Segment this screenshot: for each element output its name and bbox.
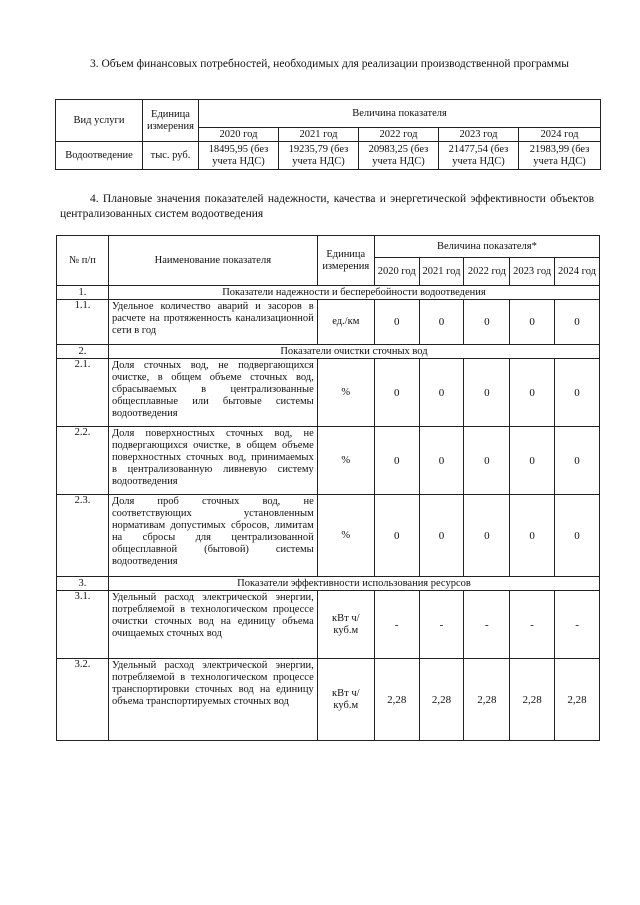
section-4-heading: 4. Плановые значения показателей надежности, качества и энергетической эффективности объектов централизованных систем водоотведения	[60, 193, 594, 220]
value-cell: 21983,99 (без учета НДС)	[519, 142, 601, 170]
row-num: 2.3.	[57, 495, 109, 577]
col-header-unit: Единица измерения	[317, 236, 374, 286]
indicator-name: Удельный расход электрической энергии, потребляемой в технологическом процессе очистки сточных вод на единицу объема очищаемых сточных вод	[108, 591, 317, 659]
section-title: Показатели эффективности использования ресурсов	[108, 577, 599, 591]
unit-cell: тыс. руб.	[143, 142, 199, 170]
unit-cell: %	[317, 495, 374, 577]
value-cell: 0	[510, 495, 555, 577]
year-header: 2023 год	[439, 128, 519, 142]
value-cell: 0	[374, 359, 419, 427]
value-cell: 0	[374, 427, 419, 495]
value-cell: 0	[555, 495, 600, 577]
year-header: 2023 год	[510, 258, 555, 286]
year-header: 2020 год	[374, 258, 419, 286]
section-num: 2.	[57, 345, 109, 359]
section-title: Показатели надежности и бесперебойности водоотведения	[108, 286, 599, 300]
indicator-name: Доля поверхностных сточных вод, не подвергающихся очистке, в общем объеме поверхностных сточных вод, принимаемых в централизованную ливневую систему водоотведения	[108, 427, 317, 495]
value-cell: 0	[464, 495, 510, 577]
value-cell: 0	[464, 359, 510, 427]
section-num: 1.	[57, 286, 109, 300]
indicators-table	[56, 235, 600, 741]
indicator-name: Удельное количество аварий и засоров в расчете на протяженность канализационной сети в год	[108, 300, 317, 345]
unit-cell: кВт ч/куб.м	[317, 659, 374, 741]
col-header-unit: Единица измерения	[143, 100, 199, 142]
section-3-heading: 3. Объем финансовых потребностей, необходимых для реализации производственной программы	[90, 58, 569, 70]
value-cell: -	[510, 591, 555, 659]
year-header: 2021 год	[419, 258, 464, 286]
year-header: 2020 год	[199, 128, 279, 142]
year-header: 2024 год	[555, 258, 600, 286]
value-cell: 0	[555, 300, 600, 345]
row-num: 2.1.	[57, 359, 109, 427]
value-cell: 2,28	[374, 659, 419, 741]
row-num: 2.2.	[57, 427, 109, 495]
section-title: Показатели очистки сточных вод	[108, 345, 599, 359]
value-cell: 0	[419, 495, 464, 577]
section-num: 3.	[57, 577, 109, 591]
col-header-service: Вид услуги	[56, 100, 143, 142]
value-cell: 0	[419, 359, 464, 427]
col-header-value: Величина показателя*	[374, 236, 599, 258]
unit-cell: кВт ч/куб.м	[317, 591, 374, 659]
value-cell: -	[464, 591, 510, 659]
indicator-name: Удельный расход электрической энергии, потребляемой в технологическом процессе транспортировки сточных вод на единицу объема транспортируемых сточных вод	[108, 659, 317, 741]
value-cell: -	[555, 591, 600, 659]
value-cell: -	[374, 591, 419, 659]
value-cell: 0	[510, 300, 555, 345]
year-header: 2024 год	[519, 128, 601, 142]
financing-table	[55, 99, 601, 170]
col-header-value: Величина показателя	[199, 100, 601, 128]
value-cell: 2,28	[555, 659, 600, 741]
unit-cell: ед./км	[317, 300, 374, 345]
value-cell: 0	[464, 427, 510, 495]
indicator-name: Доля сточных вод, не подвергающихся очистке, в общем объеме сточных вод, сбрасываемых в централизованные общесплавные или бытовые системы водоотведения	[108, 359, 317, 427]
unit-cell: %	[317, 427, 374, 495]
value-cell: 0	[510, 359, 555, 427]
value-cell: 0	[555, 427, 600, 495]
year-header: 2021 год	[279, 128, 359, 142]
value-cell: 0	[419, 300, 464, 345]
service-cell: Водоотведение	[56, 142, 143, 170]
row-num: 3.2.	[57, 659, 109, 741]
value-cell: -	[419, 591, 464, 659]
value-cell: 19235,79 (без учета НДС)	[279, 142, 359, 170]
year-header: 2022 год	[359, 128, 439, 142]
indicator-name: Доля проб сточных вод, не соответствующих установленным нормативам допустимых сбросов, лимитам на сбросы для централизованной общесплавной (бытовой) системы водоотведения	[108, 495, 317, 577]
value-cell: 0	[374, 300, 419, 345]
col-header-name: Наименование показателя	[108, 236, 317, 286]
value-cell: 0	[510, 427, 555, 495]
value-cell: 2,28	[464, 659, 510, 741]
col-header-num: № п/п	[57, 236, 109, 286]
row-num: 1.1.	[57, 300, 109, 345]
unit-cell: %	[317, 359, 374, 427]
value-cell: 0	[555, 359, 600, 427]
value-cell: 18495,95 (без учета НДС)	[199, 142, 279, 170]
value-cell: 20983,25 (без учета НДС)	[359, 142, 439, 170]
value-cell: 0	[374, 495, 419, 577]
row-num: 3.1.	[57, 591, 109, 659]
value-cell: 0	[464, 300, 510, 345]
value-cell: 21477,54 (без учета НДС)	[439, 142, 519, 170]
value-cell: 2,28	[510, 659, 555, 741]
year-header: 2022 год	[464, 258, 510, 286]
value-cell: 0	[419, 427, 464, 495]
value-cell: 2,28	[419, 659, 464, 741]
